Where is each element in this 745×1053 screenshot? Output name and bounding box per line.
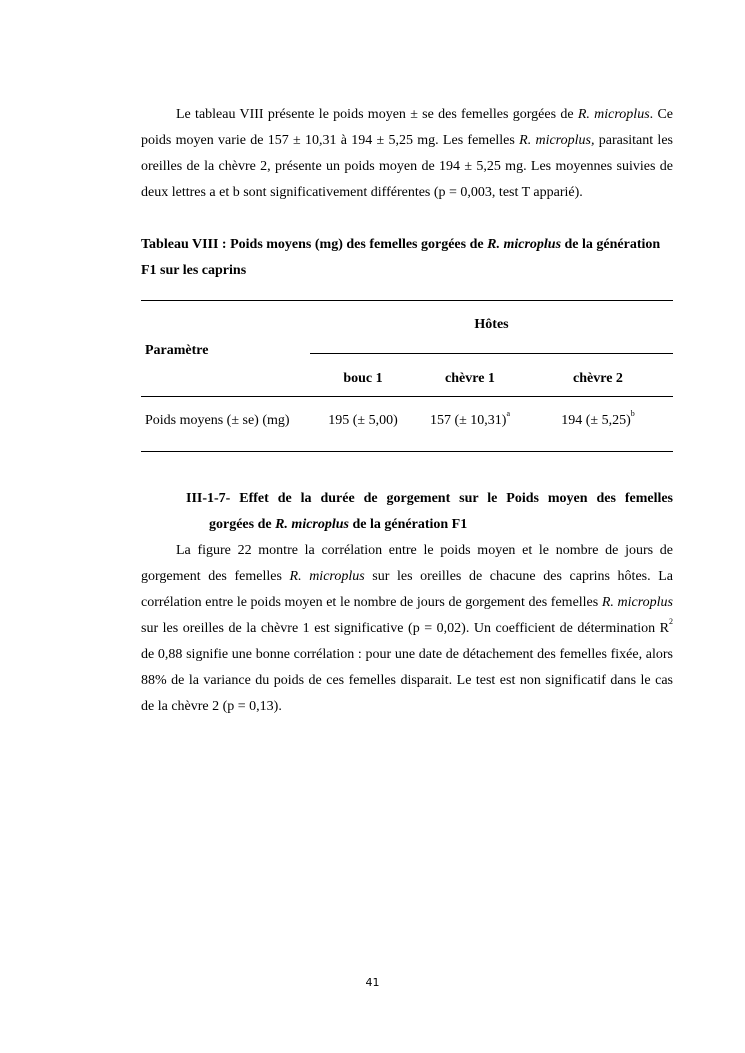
- text-run: La figure 22 montre la corrélation entre le poids moyen et le nombre de jours de gorgement des femelles: [141, 543, 673, 584]
- text-run: sur les oreilles de chacune des caprins hôtes. La corrélation entre le poids moyen et le nombre de jours de gorgement des femelles: [141, 569, 673, 610]
- cell-value: 195 (± 5,00): [328, 413, 398, 428]
- section-title: Effet de la durée de gorgement sur le Poids moyen des femelles: [239, 491, 674, 506]
- caption-text: de la génération F1 sur les caprins: [141, 237, 661, 278]
- significance-letter: b: [630, 409, 635, 419]
- cell-chevre1: [420, 409, 520, 430]
- species-name: R. microplus: [601, 595, 673, 610]
- row-label: Poids moyens (± se) (mg): [145, 413, 290, 428]
- section-number: III-1-7-: [186, 491, 231, 506]
- species-name: R. microplus: [275, 517, 349, 532]
- cell-value: 157 (± 10,31): [429, 413, 507, 428]
- cell-chevre2: [548, 409, 648, 430]
- species-name: R. microplus: [577, 107, 650, 122]
- species-name: R. microplus: [289, 569, 365, 584]
- section-title: gorgées de: [209, 517, 276, 532]
- text-run: . Ce poids moyen varie de 157 ± 10,31 à 194 ± 5,25 mg. Les femelles: [141, 107, 673, 148]
- paragraph-correlation: [141, 538, 673, 720]
- table-top-rule: [141, 300, 673, 301]
- heading-line-2: [186, 512, 673, 538]
- section-heading: [186, 486, 673, 538]
- species-name: R. microplus,: [519, 133, 595, 148]
- page-number: 41: [365, 976, 380, 989]
- text-run: sur les oreilles de la chèvre 1 est significative (p = 0,02). Un coefficient de détermination R: [141, 621, 669, 636]
- species-name: R. microplus: [487, 237, 562, 252]
- table-caption: [141, 232, 673, 284]
- hosts-subrule: [310, 353, 673, 354]
- column-header-chevre1: chèvre 1: [445, 371, 495, 386]
- cell-bouc1: [318, 412, 408, 430]
- hosts-header: Hôtes: [474, 317, 509, 332]
- cell-value: 194 (± 5,25): [561, 413, 631, 428]
- heading-line-1: [186, 486, 673, 512]
- table-bottom-rule: [141, 451, 673, 452]
- superscript: 2: [669, 617, 673, 627]
- caption-text: Tableau VIII : Poids moyens (mg) des femelles gorgées de: [141, 237, 488, 252]
- text-run: Le tableau VIII présente le poids moyen ± se des femelles gorgées de: [176, 107, 578, 122]
- section-title: de la génération F1: [349, 517, 468, 532]
- column-header-chevre2: chèvre 2: [573, 371, 623, 386]
- param-header: Paramètre: [145, 343, 209, 358]
- header-bottom-rule: [141, 396, 673, 397]
- paragraph-table-intro: [141, 102, 673, 206]
- text-run: de 0,88 signifie une bonne corrélation : pour une date de détachement des femelles fixée, alors 88% de la variance du poids de ces femelles disparait. Le test est non significatif dans le cas de la chèvre 2 (p = 0,13).: [141, 647, 673, 714]
- column-header-bouc1: bouc 1: [343, 371, 383, 386]
- significance-letter: a: [506, 409, 511, 419]
- text-run: parasitant les oreilles de la chèvre 2, présente un poids moyen de 194 ± 5,25 mg. Les moyennes suivies de deux lettres a et b sont significativement différentes (p = 0,003, test T apparié).: [141, 133, 673, 200]
